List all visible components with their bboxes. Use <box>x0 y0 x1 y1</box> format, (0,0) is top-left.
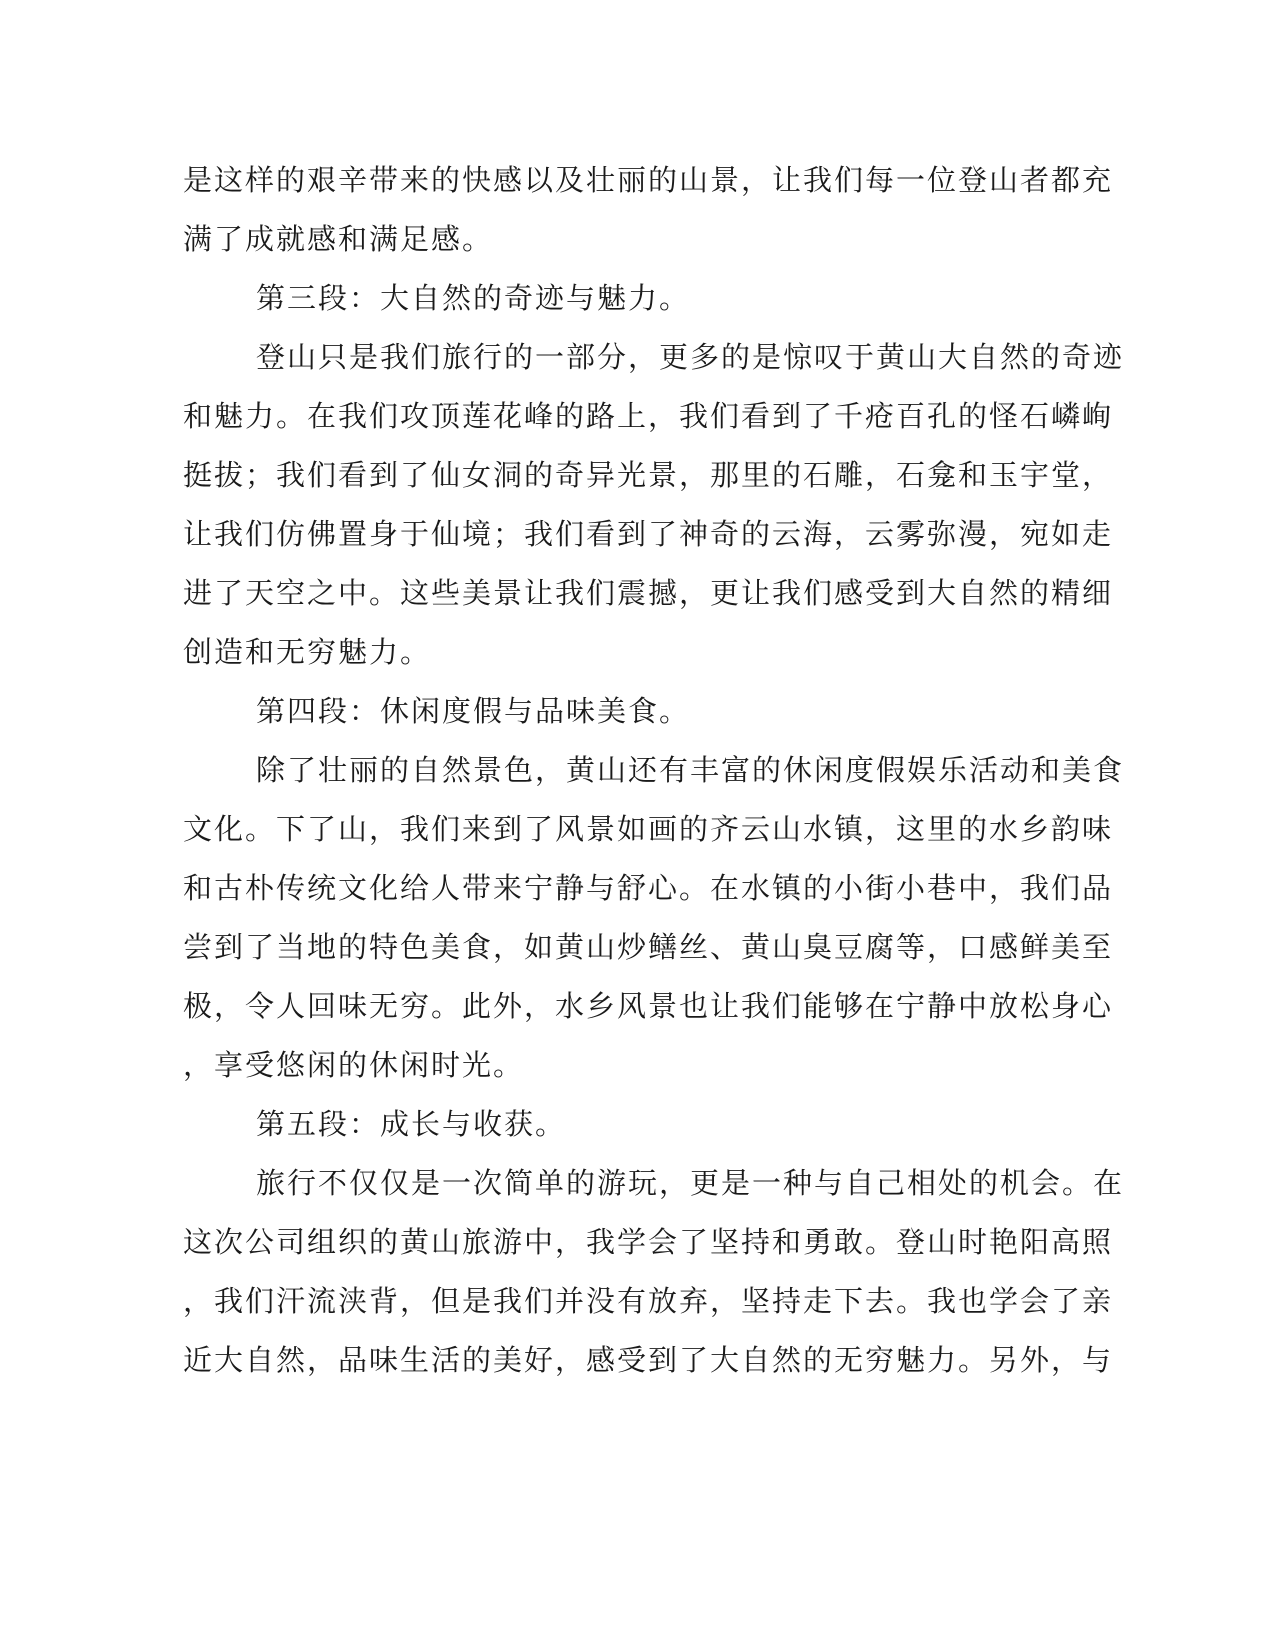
text-line: 挺拔；我们看到了仙女洞的奇异光景，那里的石雕，石龛和玉宇堂， <box>183 458 1114 492</box>
text-line: 尝到了当地的特色美食，如黄山炒鳝丝、黄山臭豆腐等，口感鲜美至 <box>183 930 1114 964</box>
text-line: 创造和无穷魅力。 <box>183 635 432 669</box>
text-line: 极，令人回味无穷。此外，水乡风景也让我们能够在宁静中放松身心 <box>183 989 1114 1023</box>
text-line: 让我们仿佛置身于仙境；我们看到了神奇的云海，云雾弥漫，宛如走 <box>183 517 1114 551</box>
section-heading: 第四段：休闲度假与品味美食。 <box>256 694 691 728</box>
text-line: 是这样的艰辛带来的快感以及壮丽的山景，让我们每一位登山者都充 <box>183 163 1114 197</box>
section-heading: 第五段：成长与收获。 <box>256 1107 567 1141</box>
text-line: 除了壮丽的自然景色，黄山还有丰富的休闲度假娱乐活动和美食 <box>256 753 1125 787</box>
text-line: 近大自然，品味生活的美好，感受到了大自然的无穷魅力。另外，与 <box>183 1343 1114 1377</box>
text-line: 旅行不仅仅是一次简单的游玩，更是一种与自己相处的机会。在 <box>256 1166 1125 1200</box>
text-line: 这次公司组织的黄山旅游中，我学会了坚持和勇敢。登山时艳阳高照 <box>183 1225 1114 1259</box>
text-line: 满了成就感和满足感。 <box>183 222 494 256</box>
text-line: 登山只是我们旅行的一部分，更多的是惊叹于黄山大自然的奇迹 <box>256 340 1125 374</box>
text-line: 和古朴传统文化给人带来宁静与舒心。在水镇的小街小巷中，我们品 <box>183 871 1114 905</box>
text-line: 进了天空之中。这些美景让我们震撼，更让我们感受到大自然的精细 <box>183 576 1114 610</box>
text-line: 文化。下了山，我们来到了风景如画的齐云山水镇，这里的水乡韵味 <box>183 812 1114 846</box>
section-heading: 第三段：大自然的奇迹与魅力。 <box>256 281 691 315</box>
text-line: ，享受悠闲的休闲时光。 <box>183 1048 525 1082</box>
text-line: 和魅力。在我们攻顶莲花峰的路上，我们看到了千疮百孔的怪石嶙峋 <box>183 399 1114 433</box>
text-line: ，我们汗流浃背，但是我们并没有放弃，坚持走下去。我也学会了亲 <box>183 1284 1114 1318</box>
